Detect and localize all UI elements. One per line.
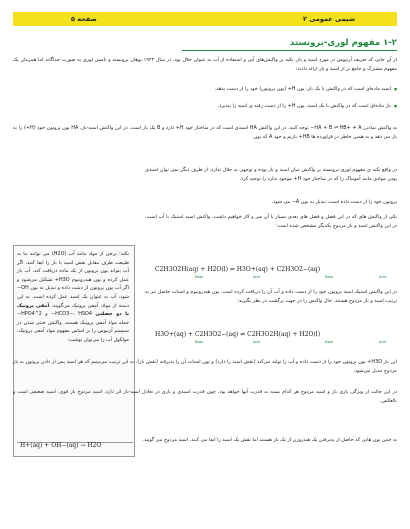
note-strong-term: آمفی پروتیک یا دو خصلتی	[17, 302, 129, 318]
bullet-base	[17, 102, 397, 111]
main-paragraph-4: این بار H3O+ یون پروتون خود را از دست داده و آب را تولید می‌کند (نقش اسید را دارد) و یون استات آن را پذیرفته (نقش باز). به این ترتیب می‌بینیم که هر اسید پس از دادن پروتون به باز مزدوج تبدیل می‌شود.	[13, 359, 398, 375]
note-text-2: اگر آب بتواند یون پروتون از یک ماده دریافت کند، آب باز عمل کرده و یون هیدرونیوم H3O+ تشکیل می‌شود و اگر آب یون پروتون از دست داده و تبدیل به یون OH− شود، آب به عنوان یک اسید عمل کرده است.	[17, 259, 130, 300]
bullet-acid	[17, 85, 397, 94]
note-text-3: به این دسته از مواد، آمفی پروتیک می‌گویند.	[17, 293, 129, 309]
eq1-label-acid-2: Acid	[253, 275, 261, 279]
eq2-label-acid-2: Acid	[253, 340, 261, 344]
eq1-label-base-2: Base	[195, 275, 204, 279]
acetic-acid-equation: C2H3O2H(aq) + H2O(l) ⇌ H3O+(aq) + C2H3O2−(aq)	[155, 266, 321, 273]
bullet-base-text: باز ماده‌ای است که در واکنش با یک اسید، یون H+ را از دست رفته ی اسید را بپذیرد.	[217, 103, 391, 109]
note-sidebar	[13, 245, 135, 457]
section-title: ۱-۲ مفهوم لوری-برونستد	[289, 38, 397, 48]
section-heading	[290, 36, 397, 50]
main-paragraph-1: در واقع تکیه ی مفهوم لوری-برونستد بر واکنش میان اسید و باز بوده و توجهی به حلال ندارد. از طرف دیگر نمی توان اسیدی بودن موادی مانند آمونیاک را که در ساختار خود H+ موجود ندارد را توجیه کرد.	[145, 167, 397, 183]
main-paragraph-5: در این حالت از ویژگی بازی باز و اسید مزدوج هر کدام بسته به قدرت آنها خواهد بود. چون قدرت اسیدی و بازی در تعادل اسید-باز اثر دارد، اسید مزدوج باز قوی، اسید ضعیفی است و بالعکس.	[13, 389, 397, 405]
section-divider	[182, 50, 397, 51]
reverse-equation: H3O+(aq) + C2H3O2−(aq) ⇌ C2H3O2H(aq) + H2O(l)	[155, 331, 321, 338]
general-reaction-paragraph: به واکنش نمادین HA + B ⇌ HB+ + A− توجه کنید. در این واکنش HA اسیدی است که در ساختار خود H+ دارد و B یک باز است. در این واکنش اسید-باز، HA یون پروتون خود (H+) را به باز می دهد و به همین خاطر در فراورده ها HB+ بازیم و خود A که یون	[13, 125, 398, 141]
bullet-acid-text: اسید ماده‌ای است که در واکنش با یک باز، یون H+ (یون پروتون) خود را از دست بدهد.	[214, 86, 391, 92]
note-text	[17, 250, 129, 345]
note-equation: H+(aq) + OH−(aq) → H2O	[20, 442, 102, 449]
main-paragraph-6: به چنین یون هایی که حاصل از پذیرفتن یک هیدروژن از یک باز هستند اما نقش یک اسید را ایفا می کنند، اسید مزدوج می گویند.	[142, 437, 397, 443]
main-paragraph-2: یکی از واکنش های که در این فصل و فصل های بعدی بسیار با آن سر و کار خواهیم داشت، واکنش اسید استیک با آب است. در این واکنش اسید و باز مزدوج یکدیگر مشخص شده است:	[145, 214, 397, 230]
page-header	[13, 12, 397, 26]
book-title: شیمی عمومی ۲	[303, 15, 355, 23]
note-text-1: نکته: برخی از مواد مانند آب (H2O) می توانند بنا به طبیعت طرف مقابل نقش اسید یا باز را ایفا کنند.	[17, 251, 129, 266]
eq2-label-base-2: Base	[195, 340, 204, 344]
eq1-label-base-1: Base	[325, 275, 334, 279]
intro-paragraph: از آن جایی که تعریف آرنیوس در مورد اسید و باز، تکیه بر واکنش‌های آبی و استفاده از آب به عنوان حلال بود، در سال ۱۹۲۳ یوهان برونستد و تامس لوری به صورت جداگانه اما همزمان یک مفهوم مشترک و جامع تر از اسید و باز ارائه دادند:	[13, 57, 397, 73]
page-number: صفحه ۵	[71, 15, 97, 23]
eq1-label-acid-1: Acid	[379, 275, 387, 279]
eq2-label-base-1: Base	[325, 340, 334, 344]
general-reaction-paragraph-end: پروتون خود را از دست داده است، تبدیل به یون A− می شود.	[271, 199, 397, 205]
eq2-label-acid-1: Acid	[379, 340, 387, 344]
main-paragraph-3: در این واکنش استیک اسید پروتون خود را از دست داده و آب آن را دریافت کرده است. یون هیدرونیوم و استات حاصل نیز به ترتیب اسید و باز مزدوج هستند. حال واکنش را در جهت برگشت در نظر بگیرید:	[145, 289, 397, 305]
note-text-4: HCO3−، HSO4− و HPO4^2− جمله مواد آمفی پروتیک هستند. واکنش خنثی شدن در سیستم آرنیوس را بر اساس مفهوم مواد آمفی پروتیک، مولکول آب را می‌توان نوشت:	[17, 311, 129, 343]
